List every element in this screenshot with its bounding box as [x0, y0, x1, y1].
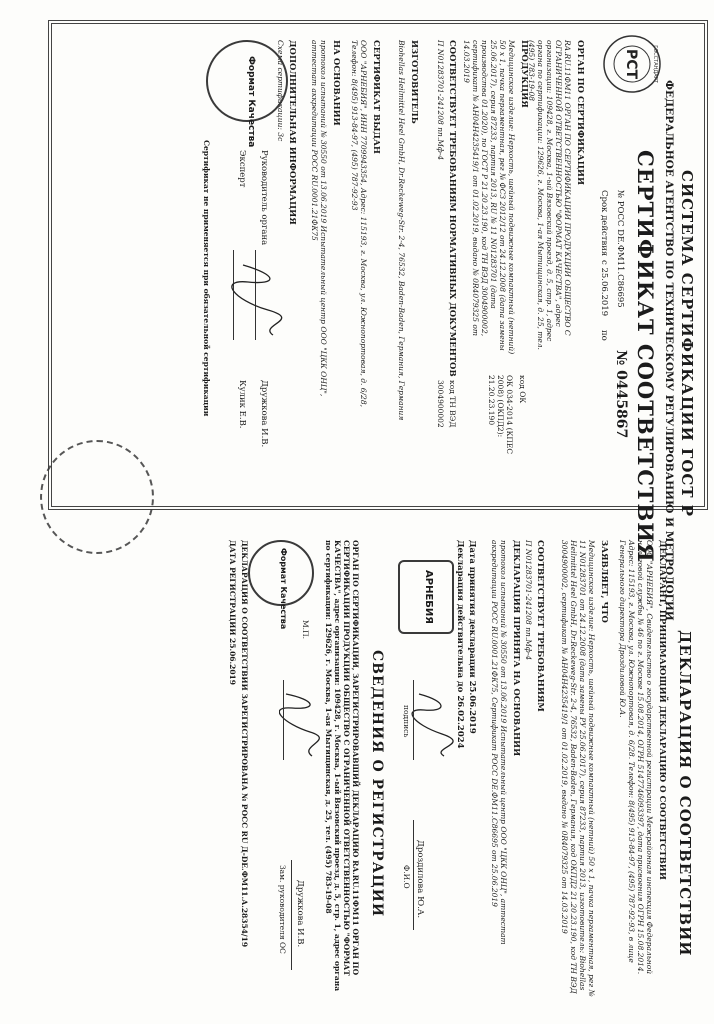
svg-text:РСТ: РСТ: [623, 48, 639, 80]
decl-basis-heading: ДЕКЛАРАЦИЯ ПРИНЯТА НА ОСНОВАНИИ: [511, 540, 521, 757]
valid-until: Декларация действительна до 26.02.2024: [455, 540, 465, 749]
signature-label: подпись: [402, 705, 411, 738]
declarant-text: ООО "АРНЕБИЯ", Свидетельство о государственной регистрации Межрайонная инспекция Федеральной налоговой службы № 46 по г. Москве 15.08.2014, ОГРН 5147746093397, дата присвоения ОГРН 15.08.2014. Адрес: 115193, г. Москва, ул. Южнопортовая, д. 6/28. Телефон: 8(495) 913-84-97, (495) 787-92-93, в лице Генерального директора Дроздиловой Ю.А.: [618, 540, 654, 975]
product-text: Медицинское изделие: Нерхость, шейный подвижные компактный (нетний) 50 x 1, пачка пергаментная, рег № ФСЗ 2012/12 от 24.12.2008 (дата замены 25.06.2017), серия 87233, партия 2013, RU № 11 N01283701 (дата производства 01.2020), по ГОСТ Р 21.20.23.190, код ТН ВЭД 3004900002, сертификат № АН04Н4235419/1 от 01.02.2019, выдано № 0R4079325 от 14.03.2019: [462, 40, 516, 355]
validity-label: Срок действия: [599, 190, 609, 257]
basis-heading: НА ОСНОВАНИИ: [331, 40, 341, 126]
declaration-title: ДЕКЛАРАЦИЯ О СООТВЕТСТВИИ: [676, 630, 694, 957]
registration-organ-text: ОРГАН ПО СЕРТИФИКАЦИИ, ЗАРЕГИСТРИРОВАВШИЙ ДЕКЛАРАЦИЮ RA.RU.11ФМ11 ОРГАН ПО СЕРТИФИКАЦИИ ПРОДУКЦИИ ОБЩЕСТВО С ОГРАНИЧЕННОЙ ОТВЕТСТВЕННОСТЬЮ "ФОРМАТ КАЧЕСТВА", адрес организации: 109428, г. Москва, 1-ый Вязовский проезд, д. 5, стр. 1, адрес органа по сертификации: 129626, г. Москва, 1-ая Мытищинская, д. 25, тел. (495) 783-19-08: [324, 540, 360, 992]
registration-line: ДЕКЛАРАЦИЯ О СООТВЕТСТВИИ ЗАРЕГИСТРИРОВАНА № РОСС RU Д-DE.ФМ11.А.28354/19: [240, 540, 249, 948]
conforms-heading: СООТВЕТСТВУЕТ ТРЕБОВАНИЯМ НОРМАТИВНЫХ ДОКУМЕНТОВ: [447, 40, 457, 377]
validity-to-label: по: [599, 330, 609, 341]
seal-stamp: Формат Качества: [206, 40, 288, 122]
signature-icon: [228, 260, 288, 340]
declaration-page: [144, 520, 704, 1010]
certificate-title: СЕРТИФИКАТ СООТВЕТСТВИЯ: [633, 150, 658, 563]
head-label: Руководитель органа: [259, 150, 269, 246]
declarant-signature-icon: [409, 690, 454, 760]
decl-conforms-text: П N01283701-241208 пп.Мф-4: [524, 540, 533, 661]
registration-seal: Формат Качества: [248, 540, 314, 606]
declarant-heading: ДЕКЛАРАНТ, ПРИНИМАЮЩИЙ ДЕКЛАРАЦИЮ О СООТВЕТСТВИИ: [657, 540, 667, 880]
svg-text:ГОССТАНДАРТ: ГОССТАНДАРТ: [652, 45, 658, 83]
code-tn-label: код ТН ВЭД: [448, 380, 457, 428]
registrar-name: Дружкова И.В.: [295, 880, 305, 948]
registration-number: № РОСС DE.ФМ11.С86695: [615, 190, 625, 308]
rst-logo-icon: [600, 32, 664, 96]
maker-text: Biohellas Heilmittel Heel GmbH, Dr.Reckeweg-Str. 2-4, 76532, Baden-Baden, Германия, Германия: [397, 40, 406, 421]
registrar-label: Зам. руководителя ОС: [278, 865, 287, 954]
claims-text: Медицинское изделие: Нерхость, шейный подвижные компактный (нетний) 50 x 1, пачка пергаментная, рег № 11 N01283701 от 24.12.2008 (дата замены РУ 25.06.2017), серия 87233, партия 2013, изготовитель: Biohellas Heilmittel Heel GmbH, Dr.Reckeweg-Str. 2-4, 76532, Baden-Baden, Германия, код ОКПД2 21.20.23.190, код ТН ВЭД 3004900002, сертификат № АН04Н4235419/1 от 01.02.2019, выдано № 0R4079325 от 14.03.2019: [560, 540, 596, 997]
code-ok-label: код ОК: [518, 375, 527, 404]
product-heading: ПРОДУКЦИЯ: [519, 40, 529, 108]
expert-label: Эксперт: [237, 150, 247, 188]
code-ok-value: ОК 034-2014 (КПЕС 2008) (ОКПД2): 21.20.23.190: [487, 375, 514, 455]
issued-text: ООО "АРНЕБИЯ", ИНН 7709943354, Адрес: 115193, г. Москва, ул. Южнопортовая, д. 6/28, Телефон: 8(495) 913-84-97, (495) 787-92-93: [350, 40, 368, 407]
issued-heading: СЕРТИФИКАТ ВЫДАН: [371, 40, 381, 154]
registrar-signature-icon: [279, 690, 324, 760]
expert-name: Кулик Е.В.: [237, 380, 247, 429]
extra-heading: ДОПОЛНИТЕЛЬНАЯ ИНФОРМАЦИЯ: [287, 40, 297, 225]
head-name: Дружкова И.В.: [259, 380, 269, 448]
maker-heading: ИЗГОТОВИТЕЛЬ: [409, 40, 419, 124]
registration-date: ДАТА РЕГИСТРАЦИИ 25.06.2019: [228, 540, 237, 685]
mp-label: М.П.: [301, 620, 310, 639]
basis-text: протокол испытаний № 30550 от 13.06.2019 Испытательный центр ООО "ЦКК ОНЦ", аттестат аккредитации РОСС RU.0001.21ФК75: [310, 40, 328, 397]
registration-heading: СВЕДЕНИЯ О РЕГИСТРАЦИИ: [369, 650, 385, 918]
conforms-text: П N01283701-241208 пп.Мф-4: [436, 40, 445, 161]
certificate-footer: Сертификат не применяется при обязательной сертификации: [202, 140, 211, 417]
agency-title: ФЕДЕРАЛЬНОЕ АГЕНТСТВО ПО ТЕХНИЧЕСКОМУ РЕГУЛИРОВАНИЮ И МЕТРОЛОГИИ: [663, 80, 675, 621]
validity-from: с 25.06.2019: [599, 260, 609, 317]
organ-text: RA.RU.11ФМ11 ОРГАН ПО СЕРТИФИКАЦИИ ПРОДУКЦИИ ОБЩЕСТВО С ОГРАНИЧЕННОЙ ОТВЕТСТВЕННОСТЬЮ "ФОРМАТ КАЧЕСТВА", адрес организации: 109428, г. Москва, 1-ый Вязовский проезд, д. 5, стр. 1, адрес органа по сертификации: 129626, г. Москва, 1-ая Мытищинская, д. 25, тел. (495) 783-19-08: [527, 40, 572, 350]
fold-seal: [40, 440, 154, 554]
certificate-number: № 0445867: [613, 350, 629, 439]
claims-heading: ЗАЯВЛЯЕТ, ЧТО: [599, 540, 609, 623]
code-tn-value: 3004900002: [436, 380, 445, 428]
fio-label: Ф.И.О: [402, 865, 411, 889]
company-stamp: АРНЕБИЯ: [398, 560, 454, 634]
organ-heading: ОРГАН ПО СЕРТИФИКАЦИИ: [575, 40, 585, 185]
decl-conforms-heading: СООТВЕТСТВУЕТ ТРЕБОВАНИЯМ: [535, 540, 545, 712]
extra-text: Схема сертификации: 3с: [276, 40, 285, 142]
fio-name: Дроздилова Ю.А.: [415, 840, 425, 919]
accepted-date: Дата принятия декларации 25.06.2019: [467, 540, 477, 734]
decl-basis-text: протокол испытаний № 30550 от 13.06.2019 Испытательный центр ООО "ЦКК ОНЦ", аттестат аккредитации РОСС RU.0001.21ФК75, Сертификат РОСС DE.ФМ11.С86695 от 25.06.2019: [490, 540, 508, 945]
system-title: СИСТЕМА СЕРТИФИКАЦИИ ГОСТ Р: [678, 170, 696, 518]
